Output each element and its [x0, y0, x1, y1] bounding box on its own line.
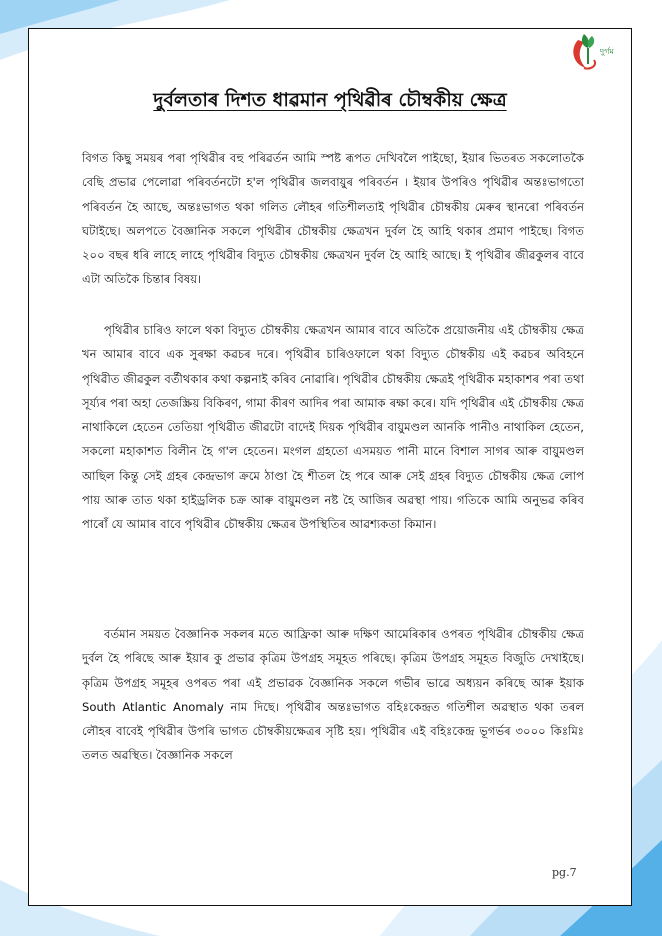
paragraph-3-text: বৰ্তমান সময়ত বৈজ্ঞানিক সকলৰ মতে আফ্ৰিকা আৰু দক্ষিণ আমেৰিকাৰ ওপৰত পৃথিৱীৰ চৌম্বকীয় ক্ষেত্ৰ দুৰ্বল হৈ পৰিছে আৰু ইয়াৰ কু প্ৰভাৱ কৃত্ৰিম উপগ্ৰহ সমূহত পৰিছে। কৃত্ৰিম উপগ্ৰহ সমূহত বিজুতি দেখাইছে। কৃত্ৰিম উপগ্ৰহ সমূহৰ ওপৰত পৰা এই প্ৰভাৱক বৈজ্ঞানিক সকলে গভীৰ ভাৱে অধ্যয়ন কৰিছে আৰু ইয়াক South Atlantic Anomaly নাম দিছে। পৃথিৱীৰ অন্তঃভাগত বহিঃকেন্দ্ৰত গতিশীল অৱস্থাত থকা তৰল লৌহৰ বাবেই পৃথিৱীৰ উপৰি ভাগত চৌম্বকীয়ক্ষেত্ৰৰ সৃষ্টি হয়। পৃথিৱীৰ এই বহিঃকেন্দ্ৰ ভূগৰ্ভৰ ৩০০০ কিঃমিঃ তলত অৱস্থিত। বৈজ্ঞানিক সকলে	[82, 627, 584, 763]
page-number: pg.7	[552, 866, 577, 879]
paragraph-3	[82, 622, 584, 768]
logo-wordmark: দুৰ্গম	[600, 47, 614, 56]
paragraph-2	[82, 318, 584, 537]
paragraph-1-text: বিগত কিছু সময়ৰ পৰা পৃথিৱীৰ বহু পৰিৱৰ্তন আমি স্পষ্ট ৰূপত দেখিবলৈ পাইছো, ইয়াৰ ভিতৰত সকলোতকৈ বেছি প্ৰভাৱ পেলোৱা পৰিবৰ্তনটো হ'ল পৃথিৱীৰ জলবায়ুৰ পৰিবৰ্তন । ইয়াৰ উপৰিও পৃথিৱীৰ অন্তঃভাগতো পৰিবৰ্তন হৈ আছে, অন্তঃভাগত থকা গলিত লৌহৰ গতিশীলতাই পৃথিৱীৰ চৌম্বকীয় মেৰুৰ স্থানৰো পৰিবৰ্তন ঘটাইছে। অলপতে বৈজ্ঞানিক সকলে পৃথিৱীৰ চৌম্বকীয় ক্ষেত্ৰখন দুৰ্বল হৈ আহি থকাৰ প্ৰমাণ পাইছে। বিগত ২০০ বছৰ ধৰি লাহে লাহে পৃথিৱীৰ বিদ্যুত চৌম্বকীয় ক্ষেত্ৰখন দুৰ্বল হৈ আহি আছে। ই পৃথিৱীৰ জীৱকুলৰ বাবে এটা অতিকৈ চিন্তাৰ বিষয়।	[82, 151, 584, 287]
paragraph-2-text: পৃথিৱীৰ চাৰিও ফালে থকা বিদ্যুত চৌম্বকীয় ক্ষেত্ৰখন আমাৰ বাবে অতিকৈ প্ৰয়োজনীয় এই চৌম্বকীয় ক্ষেত্ৰ খন আমাৰ বাবে এক সুৰক্ষা কৱচৰ দৰে। পৃথিৱীৰ চাৰিওফালে থকা বিদ্যুত চৌম্বকীয় এই কৱচৰ অবিহনে পৃথিৱীত জীৱকুল বৰ্তীথকাৰ কথা কল্পনাই কৰিব নোৱাৰি। পৃথিৱীৰ চৌম্বকীয় ক্ষেত্ৰই পৃথিৱীক মহাকাশৰ পৰা তথা সূৰ্য্যৰ পৰা অহা তেজস্ক্ৰিয় বিকিৰণ, গামা কীৰণ আদিৰ পৰা আমাক ৰক্ষা কৰে। যদি পৃথিৱীৰ এই চৌম্বকীয় ক্ষেত্ৰ নাথাকিলে হেতেন তেতিয়া পৃথিৱীত জীৱটো বাদেই দিয়ক পৃথিৱীৰ বায়ুমণ্ডল আনকি পানীও নাথাকিল হেতেন, সকলো মহাকাশত বিলীন হৈ গ'ল হেতেন। মংগল গ্ৰহতো এসময়ত পানী মানে বিশাল সাগৰ আৰু বায়ুমণ্ডল আছিল কিন্তু সেই গ্ৰহৰ কেন্দ্ৰভাগ ক্ৰমে ঠাণ্ডা হৈ শীতল হৈ পৰে আৰু সেই গ্ৰহৰ বিদ্যুত চৌম্বকীয় ক্ষেত্ৰ লোপ পায় আৰু তাত থকা হাইড্ৰলিক চক্ৰ আৰু বায়ুমণ্ডল নষ্ট হৈ আজিৰ অৱস্থা পায়। গতিকে আমি অনুভৱ কৰিব পাৰোঁ যে আমাৰ বাবে পৃথিৱীৰ চৌম্বকীয় ক্ষেত্ৰৰ উপস্থিতিৰ আৱশ্যকতা কিমান।	[82, 323, 584, 532]
page-title: দুৰ্বলতাৰ দিশত ধাৱমান পৃথিৱীৰ চৌম্বকীয় ক্ষেত্ৰ	[153, 89, 507, 111]
paragraph-1	[82, 146, 584, 292]
